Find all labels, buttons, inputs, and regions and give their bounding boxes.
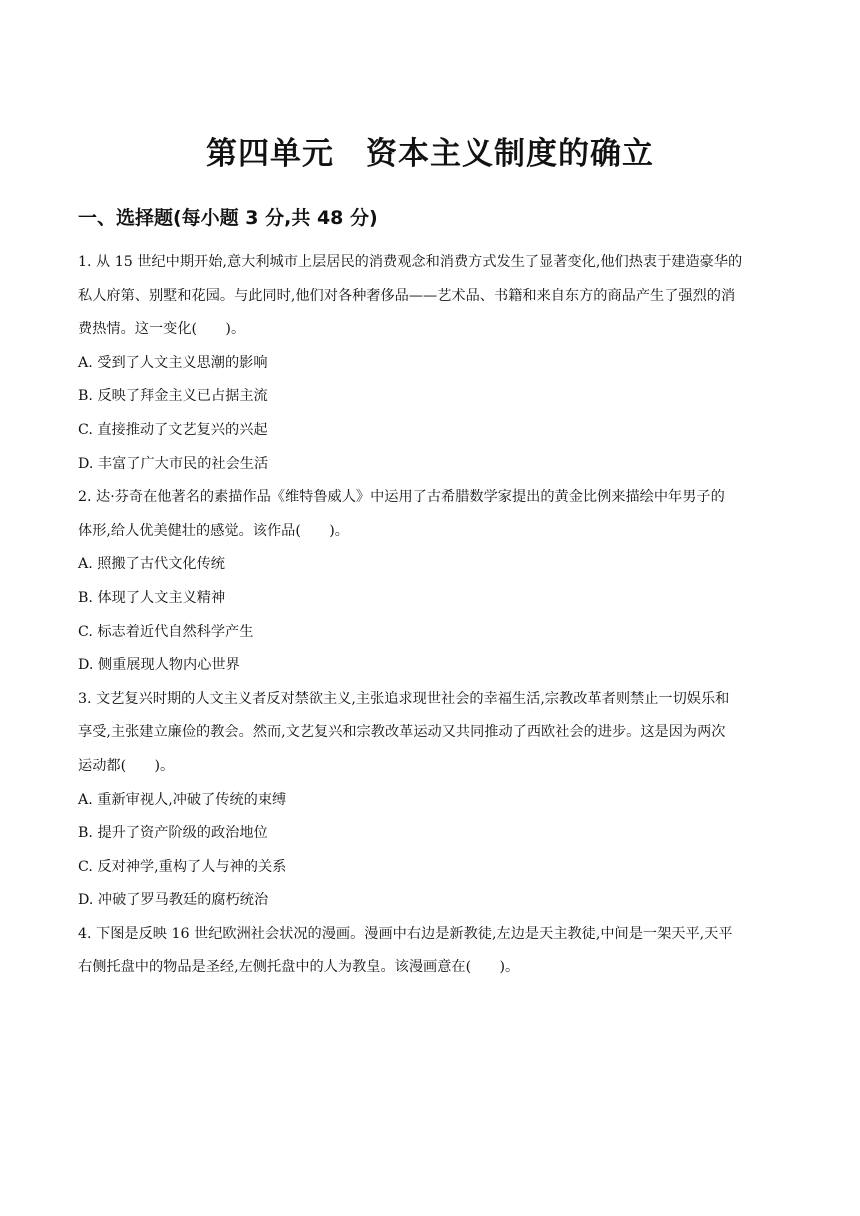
answer-option-b: B. 体现了人文主义精神 bbox=[78, 589, 226, 606]
question-stem-line: 享受,主张建立廉俭的教会。然而,文艺复兴和宗教改革运动又共同推动了西欧社会的进步。这是因为两次 bbox=[78, 724, 726, 741]
question-3 bbox=[78, 683, 788, 918]
question-list bbox=[78, 246, 788, 985]
question-stem-line: 私人府第、别墅和花园。与此同时,他们对各种奢侈品——艺术品、书籍和来自东方的商品产生了强烈的消 bbox=[78, 287, 736, 304]
question-stem-line: 3. 文艺复兴时期的人文主义者反对禁欲主义,主张追求现世社会的幸福生活,宗教改革者则禁止一切娱乐和 bbox=[78, 690, 730, 707]
answer-option-d: D. 丰富了广大市民的社会生活 bbox=[78, 455, 269, 472]
answer-option-d: D. 冲破了罗马教廷的腐朽统治 bbox=[78, 892, 269, 909]
question-stem-line: 4. 下图是反映 16 世纪欧洲社会状况的漫画。漫画中右边是新教徒,左边是天主教徒,中间是一架天平,天平 bbox=[78, 925, 733, 942]
answer-option-c: C. 直接推动了文艺复兴的兴起 bbox=[78, 421, 268, 438]
question-stem-line: 2. 达·芬奇在他著名的素描作品《维特鲁威人》中运用了古希腊数学家提出的黄金比例来描绘中年男子的 bbox=[78, 489, 725, 506]
question-1 bbox=[78, 246, 788, 481]
question-stem-line: 右侧托盘中的物品是圣经,左侧托盘中的人为教皇。该漫画意在( )。 bbox=[78, 959, 520, 976]
question-4 bbox=[78, 918, 788, 985]
question-stem-line: 体形,给人优美健壮的感觉。该作品( )。 bbox=[78, 522, 349, 539]
answer-option-c: C. 标志着近代自然科学产生 bbox=[78, 623, 254, 640]
answer-option-a: A. 重新审视人,冲破了传统的束缚 bbox=[78, 791, 287, 808]
question-stem-line: 运动都( )。 bbox=[78, 757, 175, 774]
answer-option-a: A. 受到了人文主义思潮的影响 bbox=[78, 354, 268, 371]
section-heading: 一、选择题(每小题 3 分,共 48 分) bbox=[78, 207, 378, 229]
question-2 bbox=[78, 481, 788, 683]
page-title: 第四单元 资本主义制度的确立 bbox=[206, 136, 654, 172]
question-stem-line: 费热情。这一变化( )。 bbox=[78, 321, 246, 338]
answer-option-b: B. 提升了资产阶级的政治地位 bbox=[78, 825, 268, 842]
question-stem-line: 1. 从 15 世纪中期开始,意大利城市上层居民的消费观念和消费方式发生了显著变化,他们热衷于建造豪华的 bbox=[78, 254, 743, 270]
answer-option-d: D. 侧重展现人物内心世界 bbox=[78, 657, 240, 674]
answer-option-b: B. 反映了拜金主义已占据主流 bbox=[78, 388, 268, 405]
answer-option-a: A. 照搬了古代文化传统 bbox=[78, 556, 225, 573]
answer-option-c: C. 反对神学,重构了人与神的关系 bbox=[78, 858, 287, 875]
